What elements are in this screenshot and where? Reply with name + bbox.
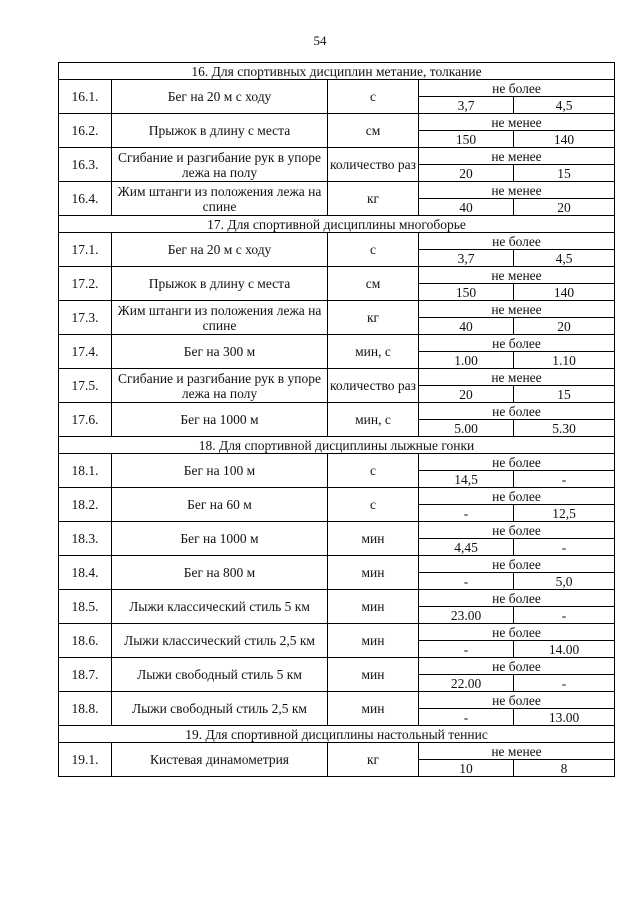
exercise-name: Прыжок в длину с места bbox=[112, 267, 328, 301]
table-row bbox=[59, 80, 615, 97]
unit-cell: с bbox=[328, 454, 419, 488]
condition-cell: не более bbox=[419, 80, 615, 97]
condition-cell: не менее bbox=[419, 301, 615, 318]
page-number: 54 bbox=[313, 33, 327, 48]
condition-cell: не менее bbox=[419, 743, 615, 760]
condition-cell: не более bbox=[419, 233, 615, 250]
section-header-row bbox=[59, 726, 615, 743]
value-girls-cell: 140 bbox=[514, 131, 615, 148]
norms-table-body bbox=[59, 63, 615, 777]
row-number: 17.2. bbox=[59, 267, 112, 301]
value-boys-cell: - bbox=[419, 505, 514, 522]
table-row bbox=[59, 488, 615, 505]
row-number: 16.2. bbox=[59, 114, 112, 148]
condition-cell: не более bbox=[419, 692, 615, 709]
row-number: 18.7. bbox=[59, 658, 112, 692]
value-boys-cell: 3,7 bbox=[419, 97, 514, 114]
table-row bbox=[59, 301, 615, 318]
value-girls-cell: 15 bbox=[514, 165, 615, 182]
unit-cell: с bbox=[328, 488, 419, 522]
row-number: 17.3. bbox=[59, 301, 112, 335]
unit-cell: количество раз bbox=[328, 369, 419, 403]
exercise-name: Бег на 20 м с ходу bbox=[112, 233, 328, 267]
exercise-name: Бег на 100 м bbox=[112, 454, 328, 488]
section-title: 19. Для спортивной дисциплины настольный теннис bbox=[59, 726, 615, 743]
value-girls-cell: 8 bbox=[514, 760, 615, 777]
value-girls-cell: 20 bbox=[514, 199, 615, 216]
unit-cell: мин bbox=[328, 590, 419, 624]
value-girls-cell: 1.10 bbox=[514, 352, 615, 369]
row-number: 17.4. bbox=[59, 335, 112, 369]
value-boys-cell: 23.00 bbox=[419, 607, 514, 624]
unit-cell: кг bbox=[328, 182, 419, 216]
condition-cell: не более bbox=[419, 335, 615, 352]
exercise-name: Лыжи свободный стиль 5 км bbox=[112, 658, 328, 692]
table-row bbox=[59, 114, 615, 131]
row-number: 17.6. bbox=[59, 403, 112, 437]
unit-cell: количество раз bbox=[328, 148, 419, 182]
condition-cell: не более bbox=[419, 403, 615, 420]
value-boys-cell: 4,45 bbox=[419, 539, 514, 556]
table-row bbox=[59, 148, 615, 165]
value-girls-cell: - bbox=[514, 539, 615, 556]
row-number: 16.4. bbox=[59, 182, 112, 216]
exercise-name: Жим штанги из положения лежа на спине bbox=[112, 301, 328, 335]
unit-cell: мин bbox=[328, 556, 419, 590]
unit-cell: см bbox=[328, 267, 419, 301]
table-row bbox=[59, 454, 615, 471]
unit-cell: мин bbox=[328, 658, 419, 692]
value-boys-cell: 150 bbox=[419, 131, 514, 148]
row-number: 19.1. bbox=[59, 743, 112, 777]
value-boys-cell: 40 bbox=[419, 318, 514, 335]
unit-cell: мин bbox=[328, 692, 419, 726]
condition-cell: не менее bbox=[419, 114, 615, 131]
exercise-name: Бег на 300 м bbox=[112, 335, 328, 369]
condition-cell: не менее bbox=[419, 267, 615, 284]
row-number: 18.3. bbox=[59, 522, 112, 556]
section-header-row bbox=[59, 216, 615, 233]
condition-cell: не более bbox=[419, 454, 615, 471]
table-row bbox=[59, 590, 615, 607]
condition-cell: не более bbox=[419, 590, 615, 607]
row-number: 17.5. bbox=[59, 369, 112, 403]
value-boys-cell: 1.00 bbox=[419, 352, 514, 369]
condition-cell: не менее bbox=[419, 369, 615, 386]
section-title: 18. Для спортивной дисциплины лыжные гонки bbox=[59, 437, 615, 454]
value-girls-cell: 14.00 bbox=[514, 641, 615, 658]
condition-cell: не более bbox=[419, 488, 615, 505]
table-row bbox=[59, 233, 615, 250]
table-row bbox=[59, 658, 615, 675]
row-number: 18.5. bbox=[59, 590, 112, 624]
unit-cell: с bbox=[328, 233, 419, 267]
exercise-name: Сгибание и разгибание рук в упоре лежа на полу bbox=[112, 148, 328, 182]
row-number: 17.1. bbox=[59, 233, 112, 267]
condition-cell: не более bbox=[419, 522, 615, 539]
table-row bbox=[59, 267, 615, 284]
row-number: 18.1. bbox=[59, 454, 112, 488]
value-boys-cell: 20 bbox=[419, 165, 514, 182]
value-boys-cell: - bbox=[419, 709, 514, 726]
value-girls-cell: 12,5 bbox=[514, 505, 615, 522]
table-row bbox=[59, 692, 615, 709]
exercise-name: Бег на 1000 м bbox=[112, 522, 328, 556]
section-title: 16. Для спортивных дисциплин метание, толкание bbox=[59, 63, 615, 80]
value-girls-cell: 4,5 bbox=[514, 250, 615, 267]
value-girls-cell: 13.00 bbox=[514, 709, 615, 726]
row-number: 18.4. bbox=[59, 556, 112, 590]
value-boys-cell: - bbox=[419, 573, 514, 590]
value-girls-cell: 4,5 bbox=[514, 97, 615, 114]
exercise-name: Лыжи свободный стиль 2,5 км bbox=[112, 692, 328, 726]
row-number: 18.6. bbox=[59, 624, 112, 658]
exercise-name: Бег на 800 м bbox=[112, 556, 328, 590]
table-row bbox=[59, 556, 615, 573]
exercise-name: Прыжок в длину с места bbox=[112, 114, 328, 148]
norms-table bbox=[58, 62, 615, 777]
section-title: 17. Для спортивной дисциплины многоборье bbox=[59, 216, 615, 233]
unit-cell: кг bbox=[328, 301, 419, 335]
condition-cell: не более bbox=[419, 658, 615, 675]
table-row bbox=[59, 369, 615, 386]
condition-cell: не более bbox=[419, 624, 615, 641]
value-boys-cell: 14,5 bbox=[419, 471, 514, 488]
row-number: 16.1. bbox=[59, 80, 112, 114]
value-boys-cell: - bbox=[419, 641, 514, 658]
exercise-name: Кистевая динамометрия bbox=[112, 743, 328, 777]
unit-cell: мин bbox=[328, 522, 419, 556]
value-girls-cell: 15 bbox=[514, 386, 615, 403]
table-row bbox=[59, 403, 615, 420]
value-boys-cell: 3,7 bbox=[419, 250, 514, 267]
unit-cell: кг bbox=[328, 743, 419, 777]
value-boys-cell: 40 bbox=[419, 199, 514, 216]
value-girls-cell: 5,0 bbox=[514, 573, 615, 590]
table-row bbox=[59, 182, 615, 199]
value-boys-cell: 20 bbox=[419, 386, 514, 403]
row-number: 16.3. bbox=[59, 148, 112, 182]
table-row bbox=[59, 743, 615, 760]
section-header-row bbox=[59, 63, 615, 80]
exercise-name: Сгибание и разгибание рук в упоре лежа на полу bbox=[112, 369, 328, 403]
value-girls-cell: 140 bbox=[514, 284, 615, 301]
exercise-name: Бег на 1000 м bbox=[112, 403, 328, 437]
value-girls-cell: - bbox=[514, 675, 615, 692]
value-boys-cell: 5.00 bbox=[419, 420, 514, 437]
value-girls-cell: 20 bbox=[514, 318, 615, 335]
exercise-name: Жим штанги из положения лежа на спине bbox=[112, 182, 328, 216]
exercise-name: Лыжи классический стиль 2,5 км bbox=[112, 624, 328, 658]
value-boys-cell: 10 bbox=[419, 760, 514, 777]
unit-cell: мин, с bbox=[328, 335, 419, 369]
condition-cell: не менее bbox=[419, 182, 615, 199]
exercise-name: Бег на 60 м bbox=[112, 488, 328, 522]
section-header-row bbox=[59, 437, 615, 454]
exercise-name: Лыжи классический стиль 5 км bbox=[112, 590, 328, 624]
condition-cell: не более bbox=[419, 556, 615, 573]
table-row bbox=[59, 522, 615, 539]
condition-cell: не менее bbox=[419, 148, 615, 165]
table-row bbox=[59, 335, 615, 352]
unit-cell: см bbox=[328, 114, 419, 148]
unit-cell: с bbox=[328, 80, 419, 114]
exercise-name: Бег на 20 м с ходу bbox=[112, 80, 328, 114]
table-row bbox=[59, 624, 615, 641]
value-boys-cell: 22.00 bbox=[419, 675, 514, 692]
row-number: 18.8. bbox=[59, 692, 112, 726]
value-girls-cell: 5.30 bbox=[514, 420, 615, 437]
row-number: 18.2. bbox=[59, 488, 112, 522]
value-girls-cell: - bbox=[514, 607, 615, 624]
unit-cell: мин, с bbox=[328, 403, 419, 437]
value-boys-cell: 150 bbox=[419, 284, 514, 301]
value-girls-cell: - bbox=[514, 471, 615, 488]
unit-cell: мин bbox=[328, 624, 419, 658]
